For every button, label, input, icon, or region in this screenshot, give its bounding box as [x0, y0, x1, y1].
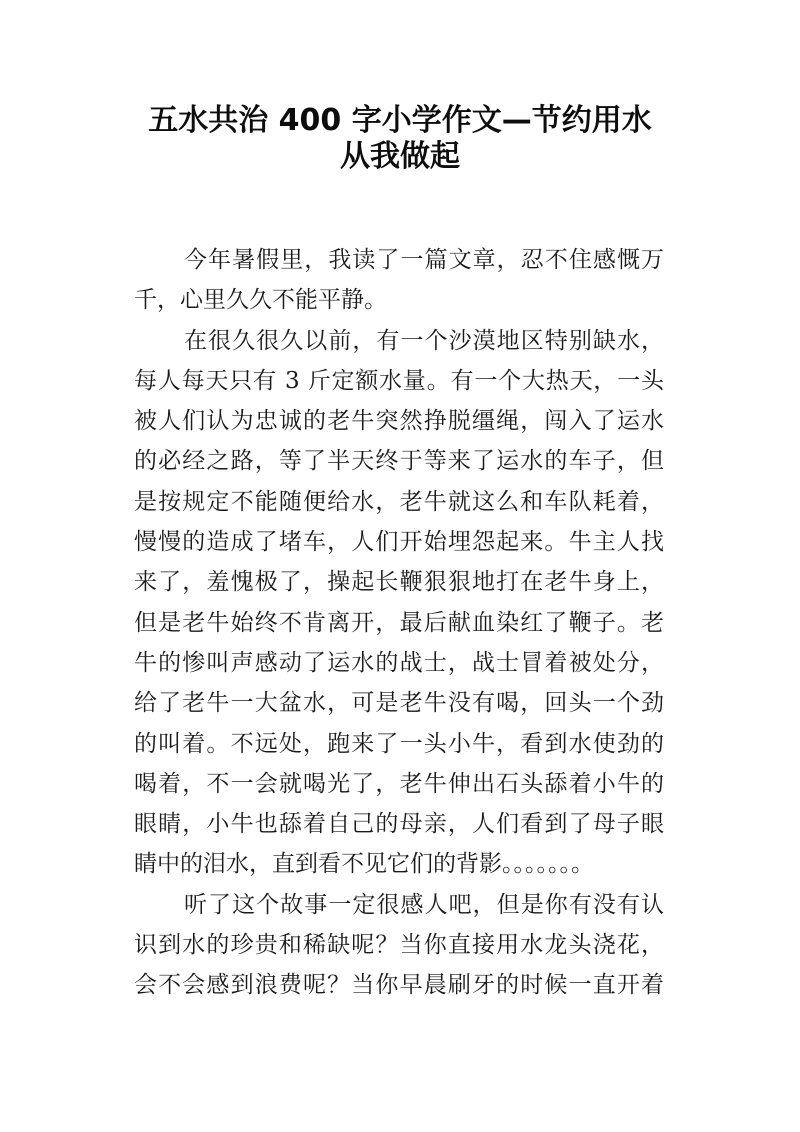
text-line: 的叫着。不远处，跑来了一头小牛，看到水使劲的 — [134, 730, 664, 757]
text-line: 睛中的泪水，直到看不见它们的背影。。。。。。。 — [134, 851, 594, 878]
text-line: 千，心里久久不能平静。 — [134, 287, 387, 314]
title-line-2: 从我做起 — [340, 139, 460, 174]
paragraph-3 — [134, 885, 664, 1006]
text-line: 识到水的珍贵和稀缺呢？当你直接用水龙头浇花， — [134, 932, 664, 959]
text-line: 在很久很久以前，有一个沙漠地区特别缺水， — [184, 327, 664, 354]
text-line: 来了，羞愧极了，操起长鞭狠狠地打在老牛身上， — [134, 569, 664, 596]
text-line: 慢慢的造成了堵车，人们开始埋怨起来。牛主人找 — [134, 529, 664, 556]
text-line: 听了这个故事一定很感人吧，但是你有没有认 — [184, 891, 664, 918]
text-line: 是按规定不能随便给水，老牛就这么和车队耗着， — [134, 488, 664, 515]
document-body — [134, 240, 664, 1006]
paragraph-1 — [134, 240, 664, 321]
text-line: 今年暑假里，我读了一篇文章，忍不住感慨万 — [184, 247, 664, 273]
title-line-1: 五水共治 400 字小学作文—节约用水 — [148, 103, 652, 138]
text-line: 牛的惨叫声感动了运水的战士，战士冒着被处分， — [134, 649, 664, 676]
text-line: 但是老牛始终不肯离开，最后献血染红了鞭子。老 — [134, 609, 664, 636]
text-line: 被人们认为忠诚的老牛突然挣脱缰绳，闯入了运水 — [134, 408, 664, 435]
text-line: 的必经之路，等了半天终于等来了运水的车子，但 — [134, 448, 664, 475]
text-line: 给了老牛一大盆水，可是老牛没有喝，回头一个劲 — [134, 690, 664, 717]
text-line: 每人每天只有 3 斤定额水量。有一个大热天，一头 — [134, 367, 664, 394]
text-line: 喝着，不一会就喝光了，老牛伸出石头舔着小牛的 — [134, 770, 664, 797]
text-line: 眼睛，小牛也舔着自己的母亲，人们看到了母子眼 — [134, 811, 664, 838]
text-line: 会不会感到浪费呢？当你早晨刷牙的时候一直开着 — [134, 972, 664, 999]
paragraph-2 — [134, 321, 664, 885]
document-title — [100, 103, 700, 175]
